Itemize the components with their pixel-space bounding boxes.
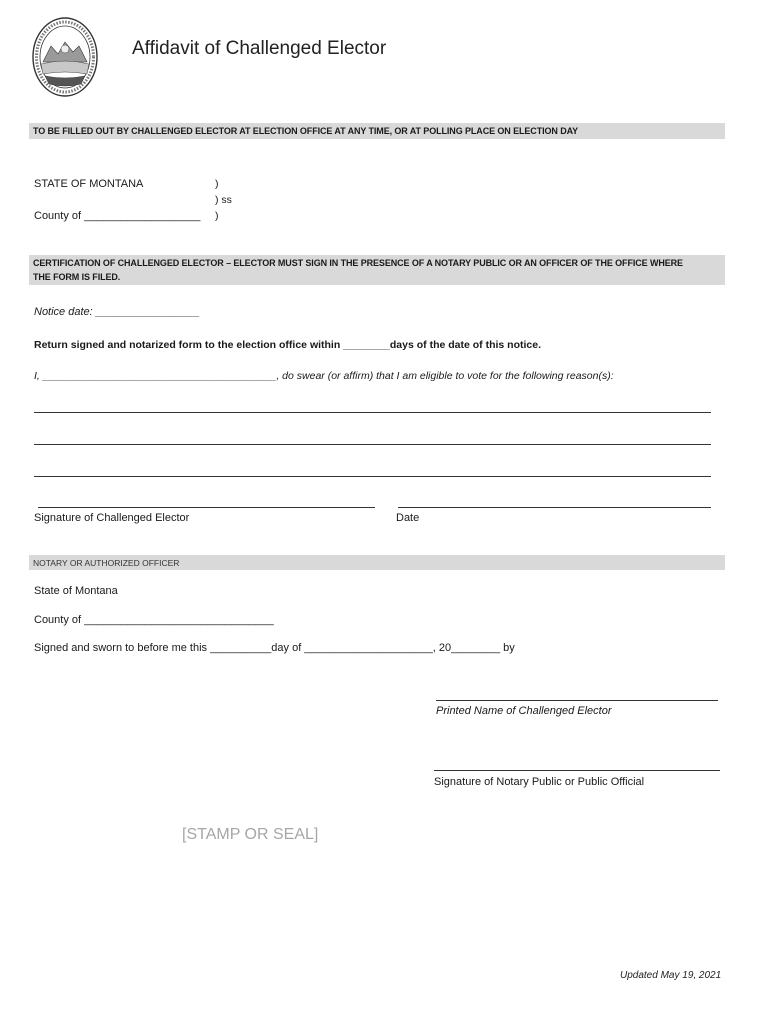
reason-line-1[interactable]: [34, 412, 711, 413]
reason-line-3[interactable]: [34, 476, 711, 477]
printed-name-label: Printed Name of Challenged Elector: [436, 705, 612, 717]
printed-name-line[interactable]: [436, 700, 718, 701]
date-label: Date: [396, 512, 420, 524]
venue-paren-3: ): [215, 210, 219, 222]
swear-statement: I, ________________________________________, do swear (or affirm) that I am eligible to vote for the following reason(s):: [34, 370, 614, 382]
date-line[interactable]: [398, 507, 711, 508]
signed-sworn-statement[interactable]: Signed and sworn to before me this __________day of _____________________, 20________ by: [34, 642, 515, 654]
certification-band-line-1: CERTIFICATION OF CHALLENGED ELECTOR – ELECTOR MUST SIGN IN THE PRESENCE OF A NOTARY PUBLIC OR AN OFFICER OF THE OFFICE WHERE: [33, 258, 683, 268]
stamp-or-seal-placeholder: [STAMP OR SEAL]: [182, 826, 319, 843]
montana-state-seal: [31, 16, 99, 98]
notary-state: State of Montana: [34, 585, 118, 597]
notice-date-field[interactable]: Notice date: _________________: [34, 306, 200, 318]
notary-band-text: NOTARY OR AUTHORIZED OFFICER: [33, 558, 180, 568]
venue-county: County of ___________________: [34, 210, 201, 222]
venue-paren-1: ): [215, 178, 219, 190]
elector-signature-line[interactable]: [38, 507, 375, 508]
instruction-band: [29, 123, 725, 139]
certification-band: [29, 255, 725, 285]
elector-signature-label: Signature of Challenged Elector: [34, 512, 190, 524]
venue-state: STATE OF MONTANA: [34, 178, 144, 190]
certification-band-line-2: THE FORM IS FILED.: [33, 272, 121, 282]
notary-county-field[interactable]: County of _______________________________: [34, 614, 274, 626]
notary-band: [29, 555, 725, 570]
notary-signature-line[interactable]: [434, 770, 720, 771]
updated-date: Updated May 19, 2021: [620, 970, 722, 981]
venue-paren-ss: ) ss: [215, 194, 232, 206]
page-title: Affidavit of Challenged Elector: [132, 38, 387, 59]
notary-signature-label: Signature of Notary Public or Public Official: [434, 776, 645, 788]
return-instruction: Return signed and notarized form to the election office within ________days of the date of this notice.: [34, 339, 541, 351]
reason-line-2[interactable]: [34, 444, 711, 445]
instruction-band-text: TO BE FILLED OUT BY CHALLENGED ELECTOR AT ELECTION OFFICE AT ANY TIME, OR AT POLLING PLACE ON ELECTION DAY: [33, 126, 579, 136]
